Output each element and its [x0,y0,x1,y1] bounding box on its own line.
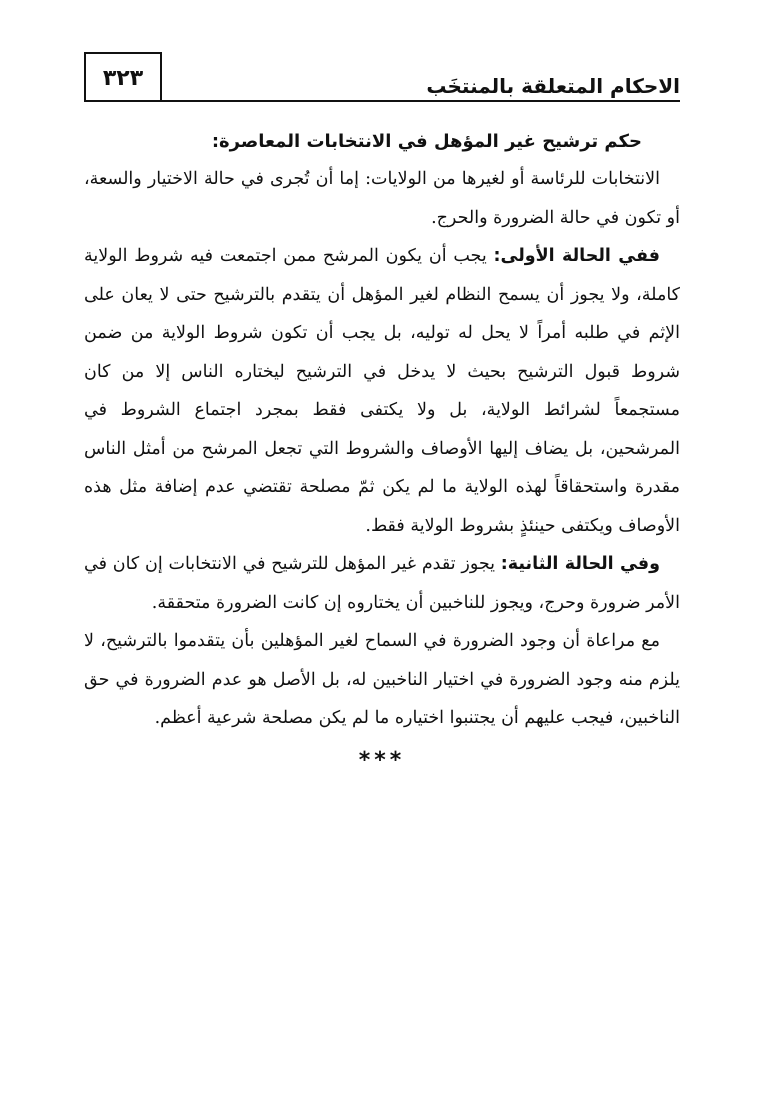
header-rule [84,100,680,102]
running-header [84,52,680,114]
paragraph-text: يجب أن يكون المرشح ممن اجتمعت فيه شروط الولاية كاملة، ولا يجوز أن يسمح النظام لغير المؤهل أن يتقدم بالترشيح حتى لا يعان على الإثم في طلبه أمراً لا يحل له توليه، بل يجب أن تكون شروط الولاية من ضمن شروط قبول الترشيح بحيث لا يدخل في الترشيح ليختاره الناس إلا من كان مستجمعاً لشرائط الولاية، بل ولا يكتفى فقط بمجرد اجتماع الشروط في المرشحين، بل يضاف إليها الأوصاف والشروط التي تجعل المرشح من أمثل الناس مقدرة واستحقاقاً لهذه الولاية ما لم يكن ثمّ مصلحة تقتضي عدم إضافة مثل هذه الأوصاف ويكتفى حينئذٍ بشروط الولاية فقط. [84,246,680,536]
page-body [84,124,680,773]
paragraph-text: الانتخابات للرئاسة أو لغيرها من الولايات: إما أن تُجرى في حالة الاختيار والسعة، أو تكون في حالة الضرورة والحرج. [84,169,680,228]
paragraph-text: مع مراعاة أن وجود الضرورة في السماح لغير المؤهلين بأن يتقدموا بالترشيح، لا يلزم منه وجود الضرورة في اختيار الناخبين له، بل الأصل هو عدم الضرورة في حق الناخبين، فيجب عليهم أن يجتنبوا اختياره ما لم يكن مصلحة شرعية أعظم. [84,631,680,728]
paragraph-lead: ففي الحالة الأولى: [493,246,660,266]
page-number: ٣٢٣ [84,52,162,102]
paragraph-lead: وفي الحالة الثانية: [500,554,660,574]
running-header-title: الاحكام المتعلقة بالمنتخَب [426,74,680,98]
paragraph-text: يجوز تقدم غير المؤهل للترشيح في الانتخابات إن كان في الأمر ضرورة وحرج، ويجوز للناخبين أن يختاروه إن كانت الضرورة متحققة. [84,554,680,613]
section-separator: *** [358,747,406,773]
paragraph-second-case [84,545,680,622]
paragraph-intro [84,160,680,237]
paragraph-note [84,622,680,738]
paragraph-first-case [84,237,680,545]
section-heading: حكم ترشيح غير المؤهل في الانتخابات المعاصرة: [211,131,642,152]
